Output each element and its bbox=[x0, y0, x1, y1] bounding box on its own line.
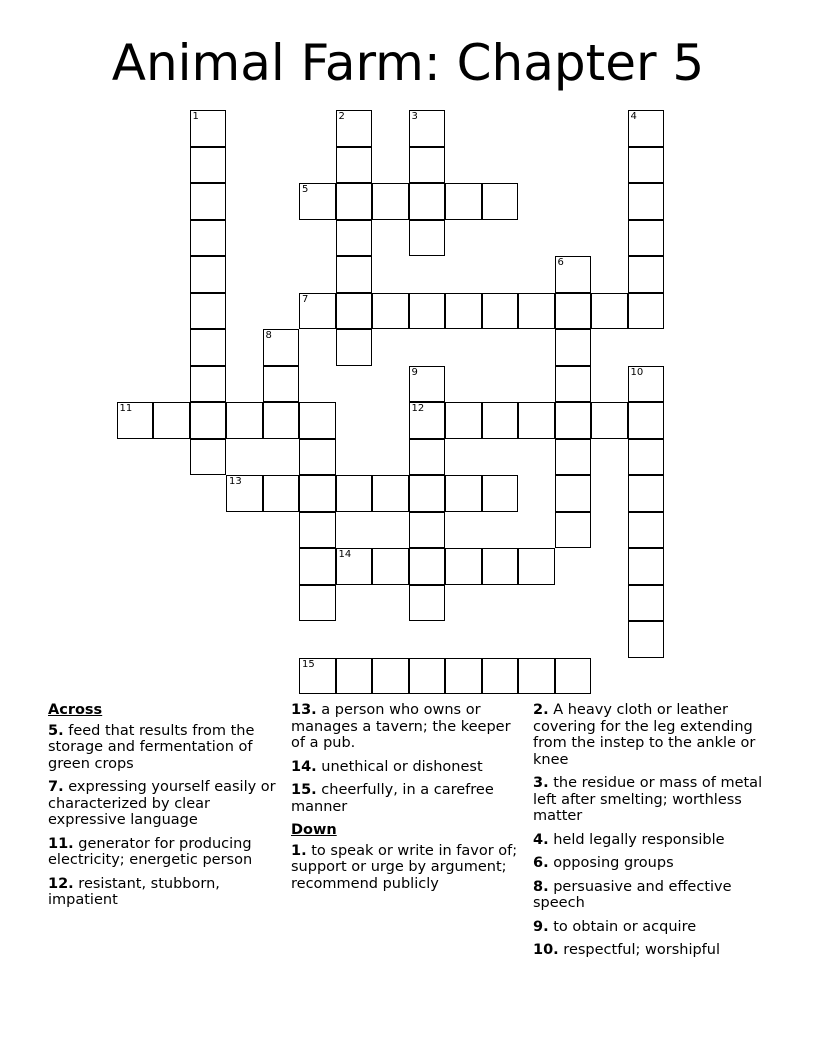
grid-cell[interactable] bbox=[299, 293, 336, 330]
clue-number-label: 12 bbox=[411, 403, 425, 414]
grid-cell[interactable] bbox=[518, 548, 555, 585]
grid-cell[interactable] bbox=[409, 147, 446, 184]
grid-cell[interactable] bbox=[628, 585, 665, 622]
clue-down-6 bbox=[533, 855, 773, 872]
grid-cell[interactable] bbox=[299, 439, 336, 476]
clue-text: resistant, stubborn, impatient bbox=[48, 875, 220, 908]
clue-number: 6. bbox=[533, 855, 549, 871]
grid-cell[interactable] bbox=[226, 475, 263, 512]
clue-number: 9. bbox=[533, 918, 549, 935]
clue-number-label: 3 bbox=[411, 111, 418, 122]
clue-number: 7. bbox=[48, 779, 64, 795]
grid-cell[interactable] bbox=[628, 439, 665, 476]
clue-across-12 bbox=[48, 876, 280, 909]
clue-text: persuasive and effective speech bbox=[533, 878, 732, 911]
clue-column-2 bbox=[291, 702, 523, 899]
grid-cell[interactable] bbox=[336, 220, 373, 257]
clue-text: A heavy cloth or leather covering for the leg extending from the instep to the ankle or knee bbox=[533, 702, 756, 768]
clue-number-label: 13 bbox=[229, 476, 242, 487]
clue-number: 1. bbox=[291, 842, 307, 859]
grid-cell[interactable] bbox=[482, 183, 519, 220]
grid-cell[interactable] bbox=[299, 658, 336, 695]
grid-cell[interactable] bbox=[555, 402, 592, 439]
grid-cell[interactable] bbox=[628, 512, 665, 549]
clue-across-13 bbox=[291, 702, 523, 752]
grid-cell[interactable] bbox=[591, 402, 628, 439]
grid-cell[interactable] bbox=[482, 402, 519, 439]
grid-cell[interactable] bbox=[409, 110, 446, 147]
grid-cell[interactable] bbox=[263, 329, 300, 366]
clue-text: cheerfully, in a carefree manner bbox=[291, 782, 494, 815]
grid-cell[interactable] bbox=[409, 658, 446, 695]
grid-cell[interactable] bbox=[336, 658, 373, 695]
clue-number: 15. bbox=[291, 782, 317, 798]
grid-cell[interactable] bbox=[336, 548, 373, 585]
grid-cell[interactable] bbox=[445, 183, 482, 220]
grid-cell[interactable] bbox=[336, 110, 373, 147]
clue-number: 8. bbox=[533, 878, 549, 895]
down-heading: Down bbox=[291, 822, 337, 838]
grid-cell[interactable] bbox=[372, 293, 409, 330]
grid-cell[interactable] bbox=[409, 220, 446, 257]
clue-text: to obtain or acquire bbox=[553, 918, 697, 935]
grid-cell[interactable] bbox=[226, 402, 263, 439]
clue-number: 10. bbox=[533, 942, 559, 958]
clue-text: generator for producing electricity; energetic person bbox=[48, 835, 253, 868]
clue-number: 2. bbox=[533, 702, 549, 718]
clue-text: unethical or dishonest bbox=[321, 758, 483, 775]
grid-cell[interactable] bbox=[336, 293, 373, 330]
grid-cell[interactable] bbox=[482, 475, 519, 512]
grid-cell[interactable] bbox=[409, 402, 446, 439]
clue-text: the residue or mass of metal left after smelting; worthless matter bbox=[533, 775, 763, 824]
grid-cell[interactable] bbox=[190, 220, 227, 257]
grid-cell[interactable] bbox=[482, 293, 519, 330]
clue-column-1 bbox=[48, 702, 280, 916]
clue-down-4 bbox=[533, 832, 773, 849]
grid-cell[interactable] bbox=[628, 366, 665, 403]
grid-cell[interactable] bbox=[628, 621, 665, 658]
clue-column-3 bbox=[533, 702, 773, 966]
grid-cell[interactable] bbox=[445, 658, 482, 695]
grid-cell[interactable] bbox=[190, 183, 227, 220]
clue-text: opposing groups bbox=[553, 855, 674, 871]
clue-number-label: 15 bbox=[302, 658, 315, 670]
grid-cell[interactable] bbox=[190, 366, 227, 403]
grid-cell[interactable] bbox=[299, 475, 336, 512]
grid-cell[interactable] bbox=[299, 512, 336, 549]
grid-cell[interactable] bbox=[445, 475, 482, 512]
clue-text: respectful; worshipful bbox=[563, 942, 721, 958]
clue-text: to speak or write in favor of; support or urge by argument; recommend publicly bbox=[291, 842, 518, 892]
clue-number-label: 8 bbox=[265, 330, 272, 341]
grid-cell[interactable] bbox=[409, 585, 446, 622]
grid-cell[interactable] bbox=[482, 548, 519, 585]
grid-cell[interactable] bbox=[336, 256, 373, 293]
grid-cell[interactable] bbox=[409, 475, 446, 512]
grid-cell[interactable] bbox=[336, 183, 373, 220]
grid-cell[interactable] bbox=[263, 475, 300, 512]
clue-number: 12. bbox=[48, 875, 74, 892]
clue-number-label: 4 bbox=[630, 111, 637, 122]
clue-down-3 bbox=[533, 775, 773, 825]
clue-number: 3. bbox=[533, 775, 549, 791]
clue-across-7 bbox=[48, 779, 280, 829]
clue-number: 14. bbox=[291, 758, 317, 775]
grid-cell[interactable] bbox=[518, 658, 555, 695]
grid-cell[interactable] bbox=[263, 402, 300, 439]
clue-down-9 bbox=[533, 919, 773, 936]
grid-cell[interactable] bbox=[409, 183, 446, 220]
clue-number-label: 9 bbox=[411, 366, 418, 378]
clue-number-label: 10 bbox=[630, 366, 644, 378]
grid-cell[interactable] bbox=[482, 658, 519, 695]
grid-cell[interactable] bbox=[628, 256, 665, 293]
grid-cell[interactable] bbox=[299, 402, 336, 439]
grid-cell[interactable] bbox=[190, 329, 227, 366]
clue-number-label: 14 bbox=[338, 549, 352, 560]
grid-cell[interactable] bbox=[372, 183, 409, 220]
grid-cell[interactable] bbox=[372, 475, 409, 512]
clue-number-label: 5 bbox=[302, 184, 309, 195]
clue-text: a person who owns or manages a tavern; the keeper of a pub. bbox=[291, 702, 511, 751]
clue-across-14 bbox=[291, 759, 523, 776]
grid-cell[interactable] bbox=[190, 147, 227, 184]
grid-cell[interactable] bbox=[190, 256, 227, 293]
grid-cell[interactable] bbox=[409, 439, 446, 476]
clue-down-8 bbox=[533, 879, 773, 912]
grid-cell[interactable] bbox=[628, 475, 665, 512]
clue-number-label: 1 bbox=[192, 111, 199, 122]
grid-cell[interactable] bbox=[628, 110, 665, 147]
clue-number-label: 6 bbox=[557, 257, 564, 268]
grid-cell[interactable] bbox=[299, 183, 336, 220]
grid-cell[interactable] bbox=[299, 548, 336, 585]
clue-down-2 bbox=[533, 702, 773, 768]
clue-down-1 bbox=[291, 843, 523, 893]
grid-cell[interactable] bbox=[263, 366, 300, 403]
grid-cell[interactable] bbox=[518, 293, 555, 330]
grid-cell[interactable] bbox=[628, 293, 665, 330]
clue-number: 11. bbox=[48, 835, 74, 852]
clue-text: expressing yourself easily or characterized by clear expressive language bbox=[48, 779, 276, 828]
grid-cell[interactable] bbox=[555, 512, 592, 549]
grid-cell[interactable] bbox=[591, 293, 628, 330]
grid-cell[interactable] bbox=[555, 475, 592, 512]
grid-cell[interactable] bbox=[190, 402, 227, 439]
grid-cell[interactable] bbox=[518, 402, 555, 439]
grid-cell[interactable] bbox=[628, 147, 665, 184]
grid-cell[interactable] bbox=[445, 402, 482, 439]
grid-cell[interactable] bbox=[555, 439, 592, 476]
grid-cell[interactable] bbox=[628, 548, 665, 585]
clue-down-10 bbox=[533, 942, 773, 959]
grid-cell[interactable] bbox=[409, 293, 446, 330]
grid-cell[interactable] bbox=[409, 512, 446, 549]
clue-number: 13. bbox=[291, 702, 317, 718]
grid-cell[interactable] bbox=[153, 402, 190, 439]
grid-cell[interactable] bbox=[117, 402, 154, 439]
grid-cell[interactable] bbox=[336, 147, 373, 184]
grid-cell[interactable] bbox=[409, 366, 446, 403]
grid-cell[interactable] bbox=[555, 366, 592, 403]
grid-cell[interactable] bbox=[409, 548, 446, 585]
clue-across-11 bbox=[48, 836, 280, 869]
grid-cell[interactable] bbox=[555, 293, 592, 330]
grid-cell[interactable] bbox=[555, 329, 592, 366]
clue-number: 5. bbox=[48, 722, 64, 739]
grid-cell[interactable] bbox=[555, 256, 592, 293]
grid-cell[interactable] bbox=[628, 402, 665, 439]
grid-cell[interactable] bbox=[336, 329, 373, 366]
grid-cell[interactable] bbox=[372, 548, 409, 585]
grid-cell[interactable] bbox=[299, 585, 336, 622]
grid-cell[interactable] bbox=[555, 658, 592, 695]
clue-across-15 bbox=[291, 782, 523, 815]
clue-number: 4. bbox=[533, 831, 549, 848]
clue-number-label: 11 bbox=[119, 403, 133, 414]
across-heading: Across bbox=[48, 702, 103, 718]
grid-cell[interactable] bbox=[190, 110, 227, 147]
grid-cell[interactable] bbox=[190, 293, 227, 330]
grid-cell[interactable] bbox=[628, 220, 665, 257]
clue-across-5 bbox=[48, 723, 280, 773]
clue-number-label: 2 bbox=[338, 111, 345, 122]
grid-cell[interactable] bbox=[336, 475, 373, 512]
grid-cell[interactable] bbox=[445, 548, 482, 585]
grid-cell[interactable] bbox=[190, 439, 227, 476]
page-title: Animal Farm: Chapter 5 bbox=[111, 34, 705, 92]
clue-text: feed that results from the storage and fermentation of green crops bbox=[48, 722, 255, 772]
clue-number-label: 7 bbox=[302, 293, 309, 305]
clue-text: held legally responsible bbox=[553, 831, 725, 848]
grid-cell[interactable] bbox=[628, 183, 665, 220]
grid-cell[interactable] bbox=[445, 293, 482, 330]
grid-cell[interactable] bbox=[372, 658, 409, 695]
